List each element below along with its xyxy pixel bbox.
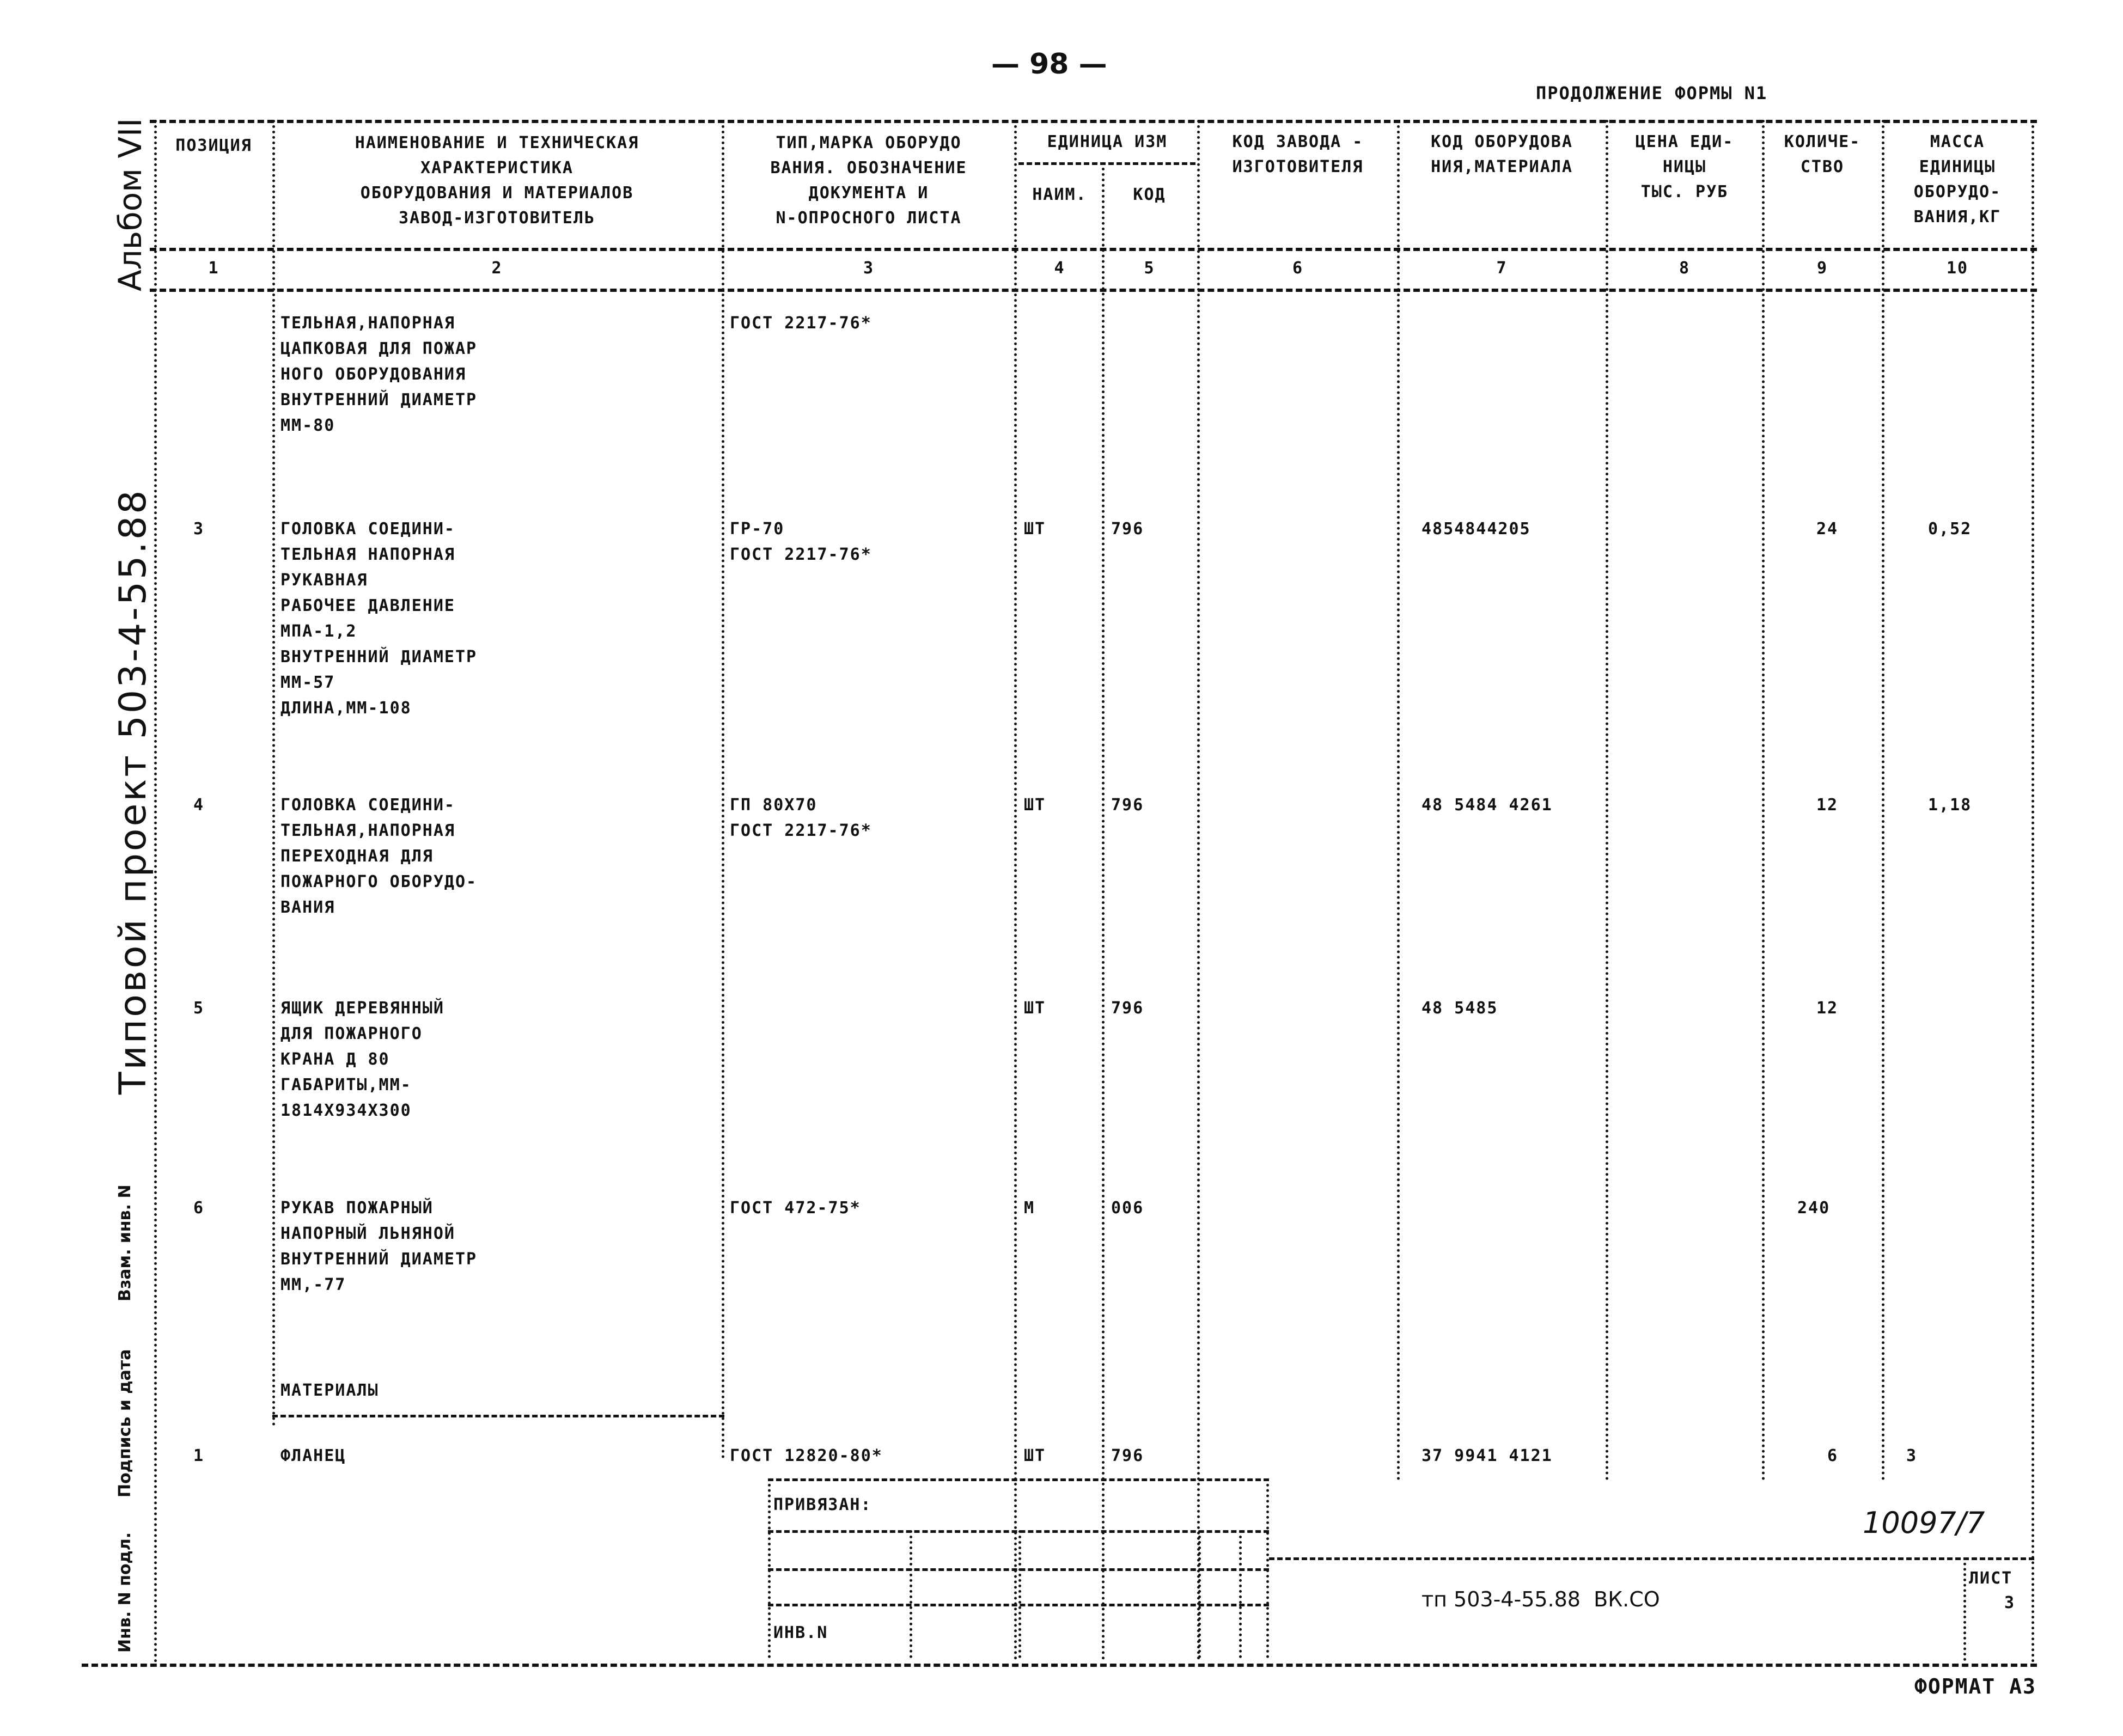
stamp-sheet-number: 3 — [2004, 1593, 2016, 1612]
stamp-sep-6 — [910, 1530, 912, 1658]
row-6-unit: ШТ — [1024, 1446, 1046, 1465]
colnum-7: 7 — [1496, 259, 1508, 278]
stamp-sep-1 — [768, 1478, 771, 1658]
row-4-type: ГОСТ 472-75* — [730, 1199, 861, 1218]
side-album-label: Альбом VII — [112, 118, 149, 291]
colnum-6: 6 — [1292, 259, 1304, 278]
row-2-qty: 12 — [1816, 796, 1839, 815]
row-4-qty: 240 — [1797, 1199, 1831, 1218]
row-3-code: 48 5485 — [1422, 999, 1498, 1018]
row-1-type: ГР-70 ГОСТ 2217-76* — [730, 519, 872, 564]
col-sep-2 — [722, 120, 724, 1459]
col-sep-3 — [1014, 120, 1017, 1661]
row-6-name: ФЛАНЕЦ — [280, 1446, 346, 1465]
page-number: — 98 — — [991, 48, 1107, 81]
header-type: ТИП,МАРКА ОБОРУДО ВАНИЯ. ОБОЗНАЧЕНИЕ ДОКУМЕНТА И N-ОПРОСНОГО ЛИСТА — [770, 133, 967, 228]
row-3-unit-code: 796 — [1111, 999, 1144, 1018]
row-0-type: ГОСТ 2217-76* — [730, 314, 872, 333]
col-sep-1 — [272, 120, 275, 1427]
stamp-tied-label: ПРИВЯЗАН: — [773, 1495, 872, 1514]
header-quantity: КОЛИЧЕ- СТВО — [1784, 132, 1861, 176]
row-4-name: РУКАВ ПОЖАРНЫЙ НАПОРНЫЙ ЛЬНЯНОЙ ВНУТРЕННИЙ ДИАМЕТР ММ,-77 — [280, 1199, 478, 1294]
header-equipment-code: КОД ОБОРУДОВА НИЯ,МАТЕРИАЛА — [1431, 132, 1573, 176]
unit-sub-rule — [1018, 162, 1195, 165]
continuation-label: ПРОДОЛЖЕНИЕ ФОРМЫ N1 — [1536, 83, 1768, 103]
stamp-designation: тп 503-4-55.88 ВК.СО — [1422, 1587, 1660, 1611]
row-1-unit-code: 796 — [1111, 519, 1144, 539]
row-1-mass: 0,52 — [1928, 519, 1972, 539]
row-5-name: МАТЕРИАЛЫ — [280, 1381, 379, 1400]
row-4-unit-code: 006 — [1111, 1199, 1144, 1218]
colnum-2: 2 — [491, 259, 503, 278]
colnum-5: 5 — [1144, 259, 1155, 278]
row-0-name: ТЕЛЬНАЯ,НАПОРНАЯ ЦАПКОВАЯ ДЛЯ ПОЖАР НОГО ОБОРУДОВАНИЯ ВНУТРЕННИЙ ДИАМЕТР ММ-80 — [280, 314, 478, 435]
colnum-4: 4 — [1054, 259, 1065, 278]
stamp-rule-1 — [768, 1478, 1269, 1481]
materials-rule — [272, 1415, 724, 1417]
row-3-qty: 12 — [1816, 999, 1839, 1018]
row-6-code: 37 9941 4121 — [1422, 1446, 1553, 1465]
col-sep-0 — [154, 120, 157, 1664]
row-1-code: 4854844205 — [1422, 519, 1531, 539]
row-6-qty: 6 — [1827, 1446, 1839, 1465]
stamp-rule-5 — [1269, 1557, 2034, 1560]
row-6-mass: 3 — [1906, 1446, 1918, 1465]
col-sep-8 — [1762, 120, 1765, 1481]
col-sep-4 — [1102, 162, 1105, 1661]
row-4-pos: 6 — [193, 1199, 205, 1218]
col-sep-7 — [1606, 120, 1608, 1481]
header-mass: МАССА ЕДИНИЦЫ ОБОРУДО- ВАНИЯ,КГ — [1913, 132, 2002, 227]
stamp-sep-4 — [1239, 1530, 1242, 1658]
col-sep-9 — [1882, 120, 1884, 1481]
row-6-pos: 1 — [193, 1446, 205, 1465]
stamp-inv-label: ИНВ.N — [773, 1623, 828, 1642]
header-unit: ЕДИНИЦА ИЗМ — [1047, 132, 1168, 151]
colnum-1: 1 — [208, 259, 219, 278]
stamp-doc-number: 10097/7 — [1863, 1506, 1985, 1540]
colnum-10: 10 — [1946, 259, 1969, 278]
side-project-label: Типовой проект 503-4-55.88 — [112, 488, 155, 1095]
header-position: ПОЗИЦИЯ — [175, 136, 252, 155]
row-3-unit: ШТ — [1024, 999, 1046, 1018]
side-stamp-sign: Подпись и дата — [115, 1349, 135, 1497]
row-1-pos: 3 — [193, 519, 205, 539]
side-stamp-inv: Инв. N подл. — [115, 1532, 135, 1653]
row-2-unit: ШТ — [1024, 796, 1046, 815]
stamp-sep-5 — [1018, 1530, 1021, 1658]
row-1-name: ГОЛОВКА СОЕДИНИ- ТЕЛЬНАЯ НАПОРНАЯ РУКАВНАЯ РАБОЧЕЕ ДАВЛЕНИЕ МПА-1,2 ВНУТРЕННИЙ ДИАМЕТР ММ-57 ДЛИНА,ММ-108 — [280, 519, 478, 718]
row-3-name: ЯЩИК ДЕРЕВЯННЫЙ ДЛЯ ПОЖАРНОГО КРАНА Д 80 ГАБАРИТЫ,ММ- 1814Х934Х300 — [280, 999, 444, 1120]
header-price: ЦЕНА ЕДИ- НИЦЫ ТЫС. РУБ — [1635, 132, 1734, 201]
row-1-unit: ШТ — [1024, 519, 1046, 539]
colnum-bottom-rule — [150, 289, 2037, 292]
table-bottom-rule — [82, 1664, 2037, 1667]
colnum-9: 9 — [1816, 259, 1828, 278]
format-label: ФОРМАТ А3 — [1914, 1674, 2036, 1698]
stamp-sep-2 — [1266, 1478, 1269, 1658]
row-6-unit-code: 796 — [1111, 1446, 1144, 1465]
header-bottom-rule — [150, 248, 2037, 251]
header-name: НАИМЕНОВАНИЕ И ТЕХНИЧЕСКАЯ ХАРАКТЕРИСТИКА ОБОРУДОВАНИЯ И МАТЕРИАЛОВ ЗАВОД-ИЗГОТОВИТЕЛЬ — [355, 133, 639, 228]
colnum-8: 8 — [1679, 259, 1691, 278]
row-2-type: ГП 80Х70 ГОСТ 2217-76* — [730, 796, 872, 840]
col-sep-5 — [1197, 120, 1200, 1661]
colnum-3: 3 — [863, 259, 875, 278]
table-top-rule — [150, 120, 2037, 123]
stamp-sep-3 — [1198, 1530, 1201, 1658]
header-unit-code: КОД — [1133, 185, 1166, 204]
row-2-code: 48 5484 4261 — [1422, 796, 1553, 815]
row-2-name: ГОЛОВКА СОЕДИНИ- ТЕЛЬНАЯ,НАПОРНАЯ ПЕРЕХОДНАЯ ДЛЯ ПОЖАРНОГО ОБОРУДО- ВАНИЯ — [280, 796, 478, 917]
stamp-sheet-label: ЛИСТ — [1969, 1569, 2013, 1588]
row-2-unit-code: 796 — [1111, 796, 1144, 815]
row-3-pos: 5 — [193, 999, 205, 1018]
row-4-unit: М — [1024, 1199, 1035, 1218]
stamp-sep-7 — [1963, 1557, 1966, 1661]
side-stamp-replace: Взам. инв. N — [115, 1184, 135, 1301]
row-6-type: ГОСТ 12820-80* — [730, 1446, 883, 1465]
header-plant-code: КОД ЗАВОДА - ИЗГОТОВИТЕЛЯ — [1232, 132, 1364, 176]
row-1-qty: 24 — [1816, 519, 1839, 539]
row-2-mass: 1,18 — [1928, 796, 1972, 815]
col-sep-10 — [2032, 120, 2034, 1664]
row-2-pos: 4 — [193, 796, 205, 815]
col-sep-6 — [1397, 120, 1400, 1481]
header-unit-name: НАИМ. — [1032, 185, 1087, 204]
